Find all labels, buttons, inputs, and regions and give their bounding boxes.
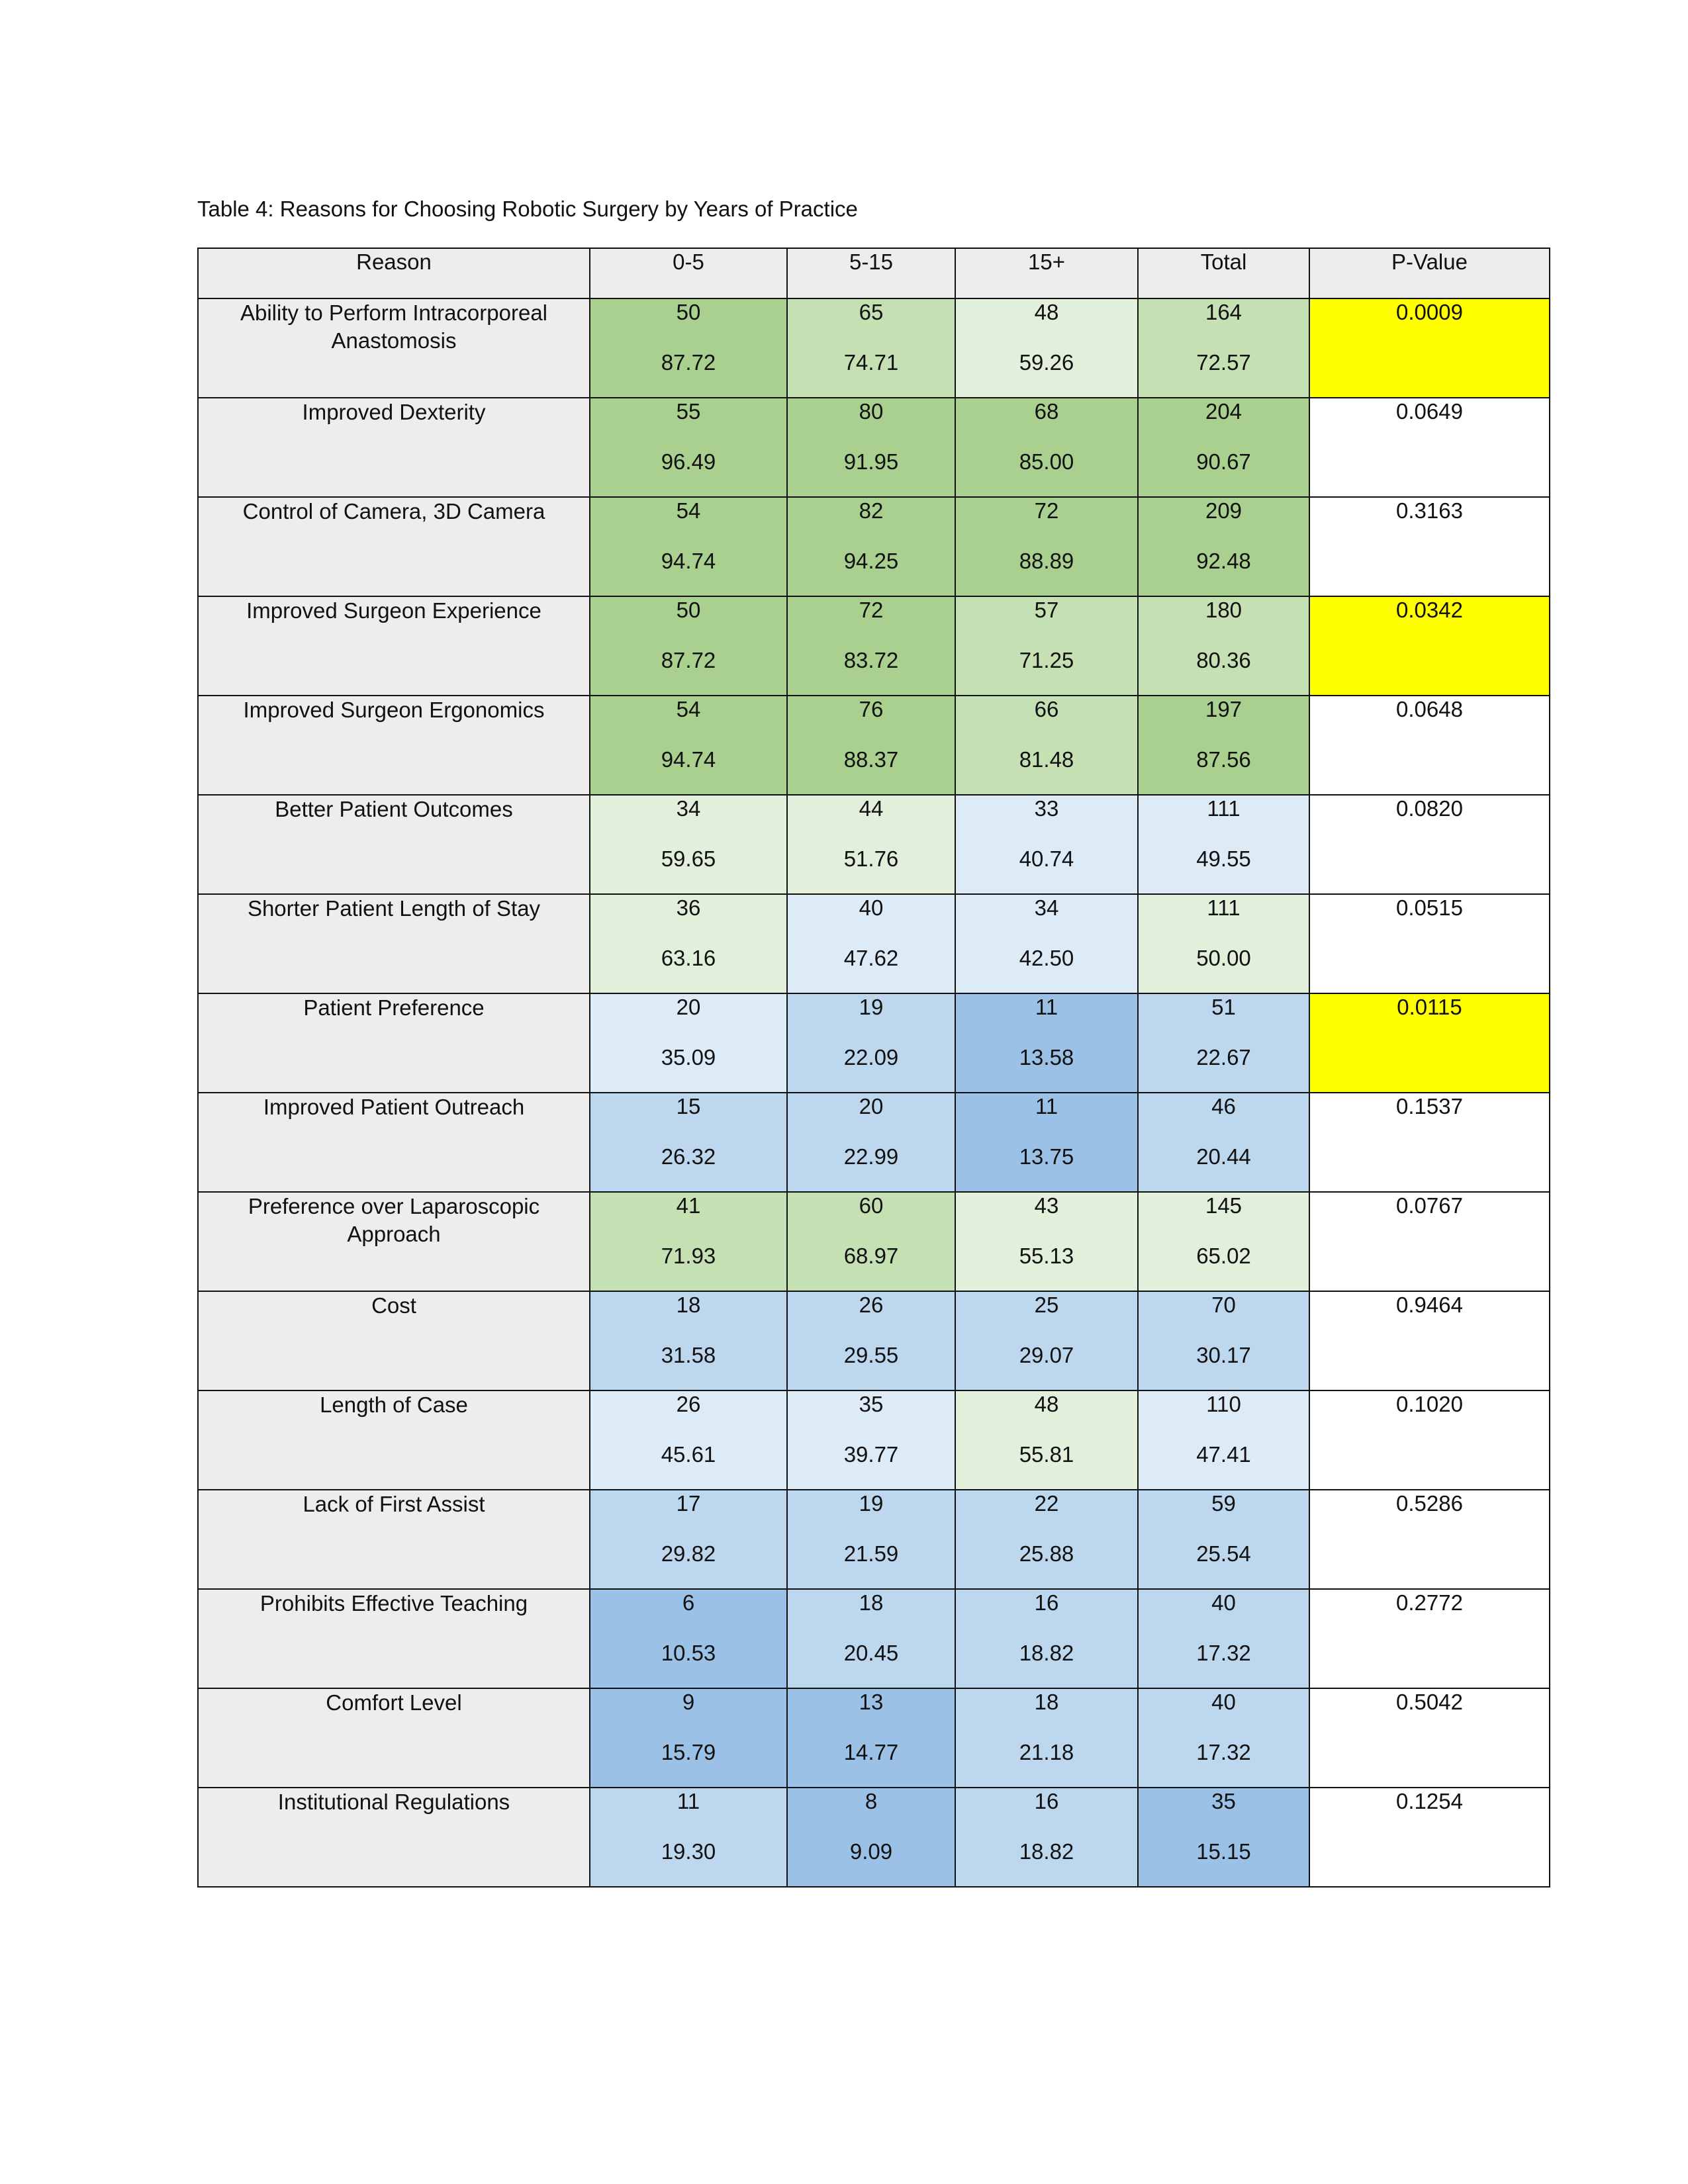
count-cell-15-plus (955, 596, 1138, 696)
count-cell-15-plus (955, 1490, 1138, 1589)
count-cell-total (1138, 1093, 1309, 1192)
header-p-value: P-Value (1309, 248, 1550, 298)
count-value: 55 (676, 399, 701, 424)
count-cell-5-15 (787, 1093, 955, 1192)
count-cell-5-15 (787, 497, 955, 596)
count-value: 66 (1034, 697, 1059, 721)
table-row (198, 1589, 1550, 1688)
count-cell-5-15 (787, 1291, 955, 1390)
percent-value: 71.93 (661, 1244, 716, 1268)
count-cell-15-plus (955, 1589, 1138, 1688)
percent-value: 65.02 (1196, 1244, 1251, 1268)
percent-value: 22.09 (843, 1045, 899, 1069)
count-value: 48 (1034, 1392, 1059, 1416)
count-cell-total (1138, 1192, 1309, 1291)
p-value-cell: 0.0649 (1309, 398, 1550, 497)
count-value: 40 (1211, 1590, 1236, 1615)
p-value-cell: 0.9464 (1309, 1291, 1550, 1390)
count-value: 34 (1034, 895, 1059, 920)
count-value: 17 (676, 1491, 701, 1516)
count-value: 59 (1211, 1491, 1236, 1516)
count-cell-15-plus (955, 298, 1138, 398)
percent-value: 17.32 (1196, 1740, 1251, 1764)
count-value: 110 (1206, 1392, 1241, 1416)
count-value: 72 (1034, 498, 1059, 523)
count-value: 76 (859, 697, 884, 721)
count-value: 111 (1207, 796, 1241, 821)
p-value-cell: 0.1020 (1309, 1390, 1550, 1490)
percent-value: 20.45 (843, 1641, 899, 1665)
count-value: 70 (1211, 1293, 1236, 1317)
count-value: 19 (859, 1491, 884, 1516)
count-value: 80 (859, 399, 884, 424)
percent-value: 85.00 (1019, 449, 1074, 474)
reason-cell: Prohibits Effective Teaching (198, 1589, 590, 1688)
count-cell-5-15 (787, 1788, 955, 1887)
p-value-cell: 0.2772 (1309, 1589, 1550, 1688)
count-value: 57 (1034, 598, 1059, 622)
count-value: 145 (1205, 1193, 1243, 1218)
count-cell-15-plus (955, 1788, 1138, 1887)
count-cell-total (1138, 1788, 1309, 1887)
reason-cell: Control of Camera, 3D Camera (198, 497, 590, 596)
table-row (198, 1192, 1550, 1291)
percent-value: 47.41 (1196, 1442, 1251, 1467)
reason-cell: Cost (198, 1291, 590, 1390)
table-row (198, 497, 1550, 596)
p-value-cell: 0.3163 (1309, 497, 1550, 596)
reason-cell: Better Patient Outcomes (198, 795, 590, 894)
percent-value: 59.26 (1019, 350, 1074, 375)
count-value: 22 (1034, 1491, 1059, 1516)
reason-cell: Lack of First Assist (198, 1490, 590, 1589)
table-row (198, 1093, 1550, 1192)
count-cell-15-plus (955, 1192, 1138, 1291)
reason-cell: Improved Dexterity (198, 398, 590, 497)
percent-value: 59.65 (661, 846, 716, 871)
count-value: 9 (682, 1690, 695, 1714)
count-cell-0-5 (590, 1490, 787, 1589)
count-cell-5-15 (787, 1688, 955, 1788)
count-value: 33 (1034, 796, 1059, 821)
reasons-table (197, 248, 1550, 1888)
header-row (198, 248, 1550, 298)
count-cell-0-5 (590, 298, 787, 398)
count-cell-15-plus (955, 497, 1138, 596)
count-value: 44 (859, 796, 884, 821)
p-value-cell: 0.0648 (1309, 696, 1550, 795)
reason-cell: Improved Patient Outreach (198, 1093, 590, 1192)
percent-value: 74.71 (843, 350, 899, 375)
percent-value: 19.30 (661, 1839, 716, 1864)
count-value: 180 (1205, 598, 1243, 622)
count-cell-15-plus (955, 398, 1138, 497)
count-cell-5-15 (787, 1589, 955, 1688)
percent-value: 83.72 (843, 648, 899, 672)
count-cell-5-15 (787, 1490, 955, 1589)
count-cell-total (1138, 1688, 1309, 1788)
count-cell-15-plus (955, 1688, 1138, 1788)
count-cell-0-5 (590, 398, 787, 497)
count-value: 82 (859, 498, 884, 523)
count-cell-0-5 (590, 1688, 787, 1788)
count-cell-0-5 (590, 1788, 787, 1887)
count-cell-total (1138, 1490, 1309, 1589)
count-cell-0-5 (590, 696, 787, 795)
percent-value: 18.82 (1019, 1839, 1074, 1864)
count-cell-total (1138, 1390, 1309, 1490)
count-cell-0-5 (590, 795, 787, 894)
p-value-cell-significant: 0.0342 (1309, 596, 1550, 696)
count-cell-15-plus (955, 795, 1138, 894)
percent-value: 55.13 (1019, 1244, 1074, 1268)
reason-cell: Comfort Level (198, 1688, 590, 1788)
count-value: 36 (676, 895, 701, 920)
percent-value: 30.17 (1196, 1343, 1251, 1367)
count-cell-5-15 (787, 596, 955, 696)
count-cell-0-5 (590, 1291, 787, 1390)
count-value: 13 (859, 1690, 884, 1714)
p-value-cell: 0.5042 (1309, 1688, 1550, 1788)
count-value: 51 (1211, 995, 1236, 1019)
p-value-cell: 0.1254 (1309, 1788, 1550, 1887)
table-row (198, 1688, 1550, 1788)
count-value: 40 (859, 895, 884, 920)
percent-value: 17.32 (1196, 1641, 1251, 1665)
count-cell-5-15 (787, 1192, 955, 1291)
reason-cell: Length of Case (198, 1390, 590, 1490)
count-cell-total (1138, 398, 1309, 497)
percent-value: 90.67 (1196, 449, 1251, 474)
reason-cell: Patient Preference (198, 993, 590, 1093)
count-value: 26 (859, 1293, 884, 1317)
percent-value: 15.15 (1196, 1839, 1251, 1864)
count-cell-0-5 (590, 993, 787, 1093)
reason-cell: Shorter Patient Length of Stay (198, 894, 590, 993)
percent-value: 29.55 (843, 1343, 899, 1367)
count-value: 46 (1211, 1094, 1236, 1118)
percent-value: 80.36 (1196, 648, 1251, 672)
p-value-cell-significant: 0.0115 (1309, 993, 1550, 1093)
count-value: 43 (1034, 1193, 1059, 1218)
count-value: 19 (859, 995, 884, 1019)
percent-value: 35.09 (661, 1045, 716, 1069)
count-value: 11 (677, 1789, 700, 1813)
count-cell-0-5 (590, 894, 787, 993)
count-cell-total (1138, 298, 1309, 398)
percent-value: 94.74 (661, 747, 716, 772)
percent-value: 15.79 (661, 1740, 716, 1764)
percent-value: 14.77 (843, 1740, 899, 1764)
percent-value: 96.49 (661, 449, 716, 474)
percent-value: 50.00 (1196, 946, 1251, 970)
percent-value: 13.75 (1019, 1144, 1074, 1169)
count-cell-15-plus (955, 1291, 1138, 1390)
count-value: 65 (859, 300, 884, 324)
count-value: 60 (859, 1193, 884, 1218)
count-value: 54 (676, 498, 701, 523)
count-cell-5-15 (787, 298, 955, 398)
percent-value: 94.25 (843, 549, 899, 573)
reason-cell: Preference over Laparoscopic Approach (198, 1192, 590, 1291)
count-value: 204 (1205, 399, 1243, 424)
percent-value: 20.44 (1196, 1144, 1251, 1169)
percent-value: 40.74 (1019, 846, 1074, 871)
p-value-cell: 0.0515 (1309, 894, 1550, 993)
table-caption: Table 4: Reasons for Choosing Robotic Surgery by Years of Practice (197, 197, 858, 221)
percent-value: 10.53 (661, 1641, 716, 1665)
table-row (198, 993, 1550, 1093)
percent-value: 71.25 (1019, 648, 1074, 672)
percent-value: 22.99 (843, 1144, 899, 1169)
count-cell-0-5 (590, 497, 787, 596)
count-cell-0-5 (590, 1390, 787, 1490)
header-15-plus: 15+ (955, 248, 1138, 298)
count-value: 18 (676, 1293, 701, 1317)
percent-value: 9.09 (849, 1839, 893, 1864)
count-value: 209 (1205, 498, 1243, 523)
count-cell-0-5 (590, 1589, 787, 1688)
percent-value: 22.67 (1196, 1045, 1251, 1069)
percent-value: 81.48 (1019, 747, 1074, 772)
table-row (198, 696, 1550, 795)
count-value: 20 (859, 1094, 884, 1118)
percent-value: 88.37 (843, 747, 899, 772)
count-value: 8 (865, 1789, 878, 1813)
percent-value: 68.97 (843, 1244, 899, 1268)
p-value-cell: 0.0767 (1309, 1192, 1550, 1291)
p-value-cell-significant: 0.0009 (1309, 298, 1550, 398)
count-value: 111 (1207, 895, 1241, 920)
percent-value: 91.95 (843, 449, 899, 474)
count-value: 16 (1034, 1590, 1059, 1615)
table-row (198, 1291, 1550, 1390)
percent-value: 47.62 (843, 946, 899, 970)
count-cell-0-5 (590, 596, 787, 696)
count-cell-15-plus (955, 696, 1138, 795)
count-value: 11 (1035, 1094, 1058, 1118)
percent-value: 87.56 (1196, 747, 1251, 772)
count-value: 26 (676, 1392, 701, 1416)
count-value: 16 (1034, 1789, 1059, 1813)
percent-value: 87.72 (661, 350, 716, 375)
percent-value: 94.74 (661, 549, 716, 573)
percent-value: 18.82 (1019, 1641, 1074, 1665)
count-cell-0-5 (590, 1192, 787, 1291)
count-value: 35 (859, 1392, 884, 1416)
percent-value: 39.77 (843, 1442, 899, 1467)
count-cell-total (1138, 993, 1309, 1093)
percent-value: 87.72 (661, 648, 716, 672)
count-cell-5-15 (787, 795, 955, 894)
count-value: 54 (676, 697, 701, 721)
count-value: 15 (676, 1094, 701, 1118)
count-value: 6 (682, 1590, 695, 1615)
percent-value: 55.81 (1019, 1442, 1074, 1467)
count-cell-total (1138, 894, 1309, 993)
table-row (198, 596, 1550, 696)
table-row (198, 1788, 1550, 1887)
count-cell-15-plus (955, 1390, 1138, 1490)
percent-value: 21.18 (1019, 1740, 1074, 1764)
percent-value: 63.16 (661, 946, 716, 970)
p-value-cell: 0.5286 (1309, 1490, 1550, 1589)
table-row (198, 795, 1550, 894)
table-row (198, 894, 1550, 993)
count-cell-5-15 (787, 398, 955, 497)
count-value: 34 (676, 796, 701, 821)
percent-value: 45.61 (661, 1442, 716, 1467)
count-value: 11 (1035, 995, 1058, 1019)
table-body (198, 298, 1550, 1887)
count-cell-total (1138, 497, 1309, 596)
percent-value: 31.58 (661, 1343, 716, 1367)
count-cell-total (1138, 1291, 1309, 1390)
percent-value: 72.57 (1196, 350, 1251, 375)
count-value: 18 (859, 1590, 884, 1615)
count-cell-15-plus (955, 993, 1138, 1093)
header-5-15: 5-15 (787, 248, 955, 298)
percent-value: 51.76 (843, 846, 899, 871)
reason-cell: Ability to Perform Intracorporeal Anastomosis (198, 298, 590, 398)
count-value: 41 (676, 1193, 701, 1218)
count-value: 20 (676, 995, 701, 1019)
count-value: 35 (1211, 1789, 1236, 1813)
count-value: 50 (676, 598, 701, 622)
percent-value: 21.59 (843, 1541, 899, 1566)
table-row (198, 398, 1550, 497)
percent-value: 42.50 (1019, 946, 1074, 970)
count-cell-15-plus (955, 1093, 1138, 1192)
reason-cell: Institutional Regulations (198, 1788, 590, 1887)
percent-value: 49.55 (1196, 846, 1251, 871)
count-value: 68 (1034, 399, 1059, 424)
table-row (198, 298, 1550, 398)
count-value: 72 (859, 598, 884, 622)
table-row (198, 1390, 1550, 1490)
percent-value: 92.48 (1196, 549, 1251, 573)
count-cell-total (1138, 1589, 1309, 1688)
count-cell-5-15 (787, 1390, 955, 1490)
count-cell-0-5 (590, 1093, 787, 1192)
reason-cell: Improved Surgeon Ergonomics (198, 696, 590, 795)
count-cell-5-15 (787, 993, 955, 1093)
count-cell-total (1138, 696, 1309, 795)
count-value: 197 (1205, 697, 1243, 721)
table-row (198, 1490, 1550, 1589)
count-cell-15-plus (955, 894, 1138, 993)
percent-value: 29.82 (661, 1541, 716, 1566)
header-reason: Reason (198, 248, 590, 298)
percent-value: 25.54 (1196, 1541, 1251, 1566)
count-value: 18 (1034, 1690, 1059, 1714)
count-cell-5-15 (787, 696, 955, 795)
percent-value: 26.32 (661, 1144, 716, 1169)
count-cell-total (1138, 596, 1309, 696)
percent-value: 25.88 (1019, 1541, 1074, 1566)
count-value: 48 (1034, 300, 1059, 324)
header-0-5: 0-5 (590, 248, 787, 298)
percent-value: 29.07 (1019, 1343, 1074, 1367)
percent-value: 13.58 (1019, 1045, 1074, 1069)
p-value-cell: 0.1537 (1309, 1093, 1550, 1192)
count-value: 40 (1211, 1690, 1236, 1714)
count-value: 50 (676, 300, 701, 324)
percent-value: 88.89 (1019, 549, 1074, 573)
count-value: 25 (1034, 1293, 1059, 1317)
count-cell-5-15 (787, 894, 955, 993)
header-total: Total (1138, 248, 1309, 298)
count-value: 164 (1205, 300, 1243, 324)
count-cell-total (1138, 795, 1309, 894)
reason-cell: Improved Surgeon Experience (198, 596, 590, 696)
p-value-cell: 0.0820 (1309, 795, 1550, 894)
